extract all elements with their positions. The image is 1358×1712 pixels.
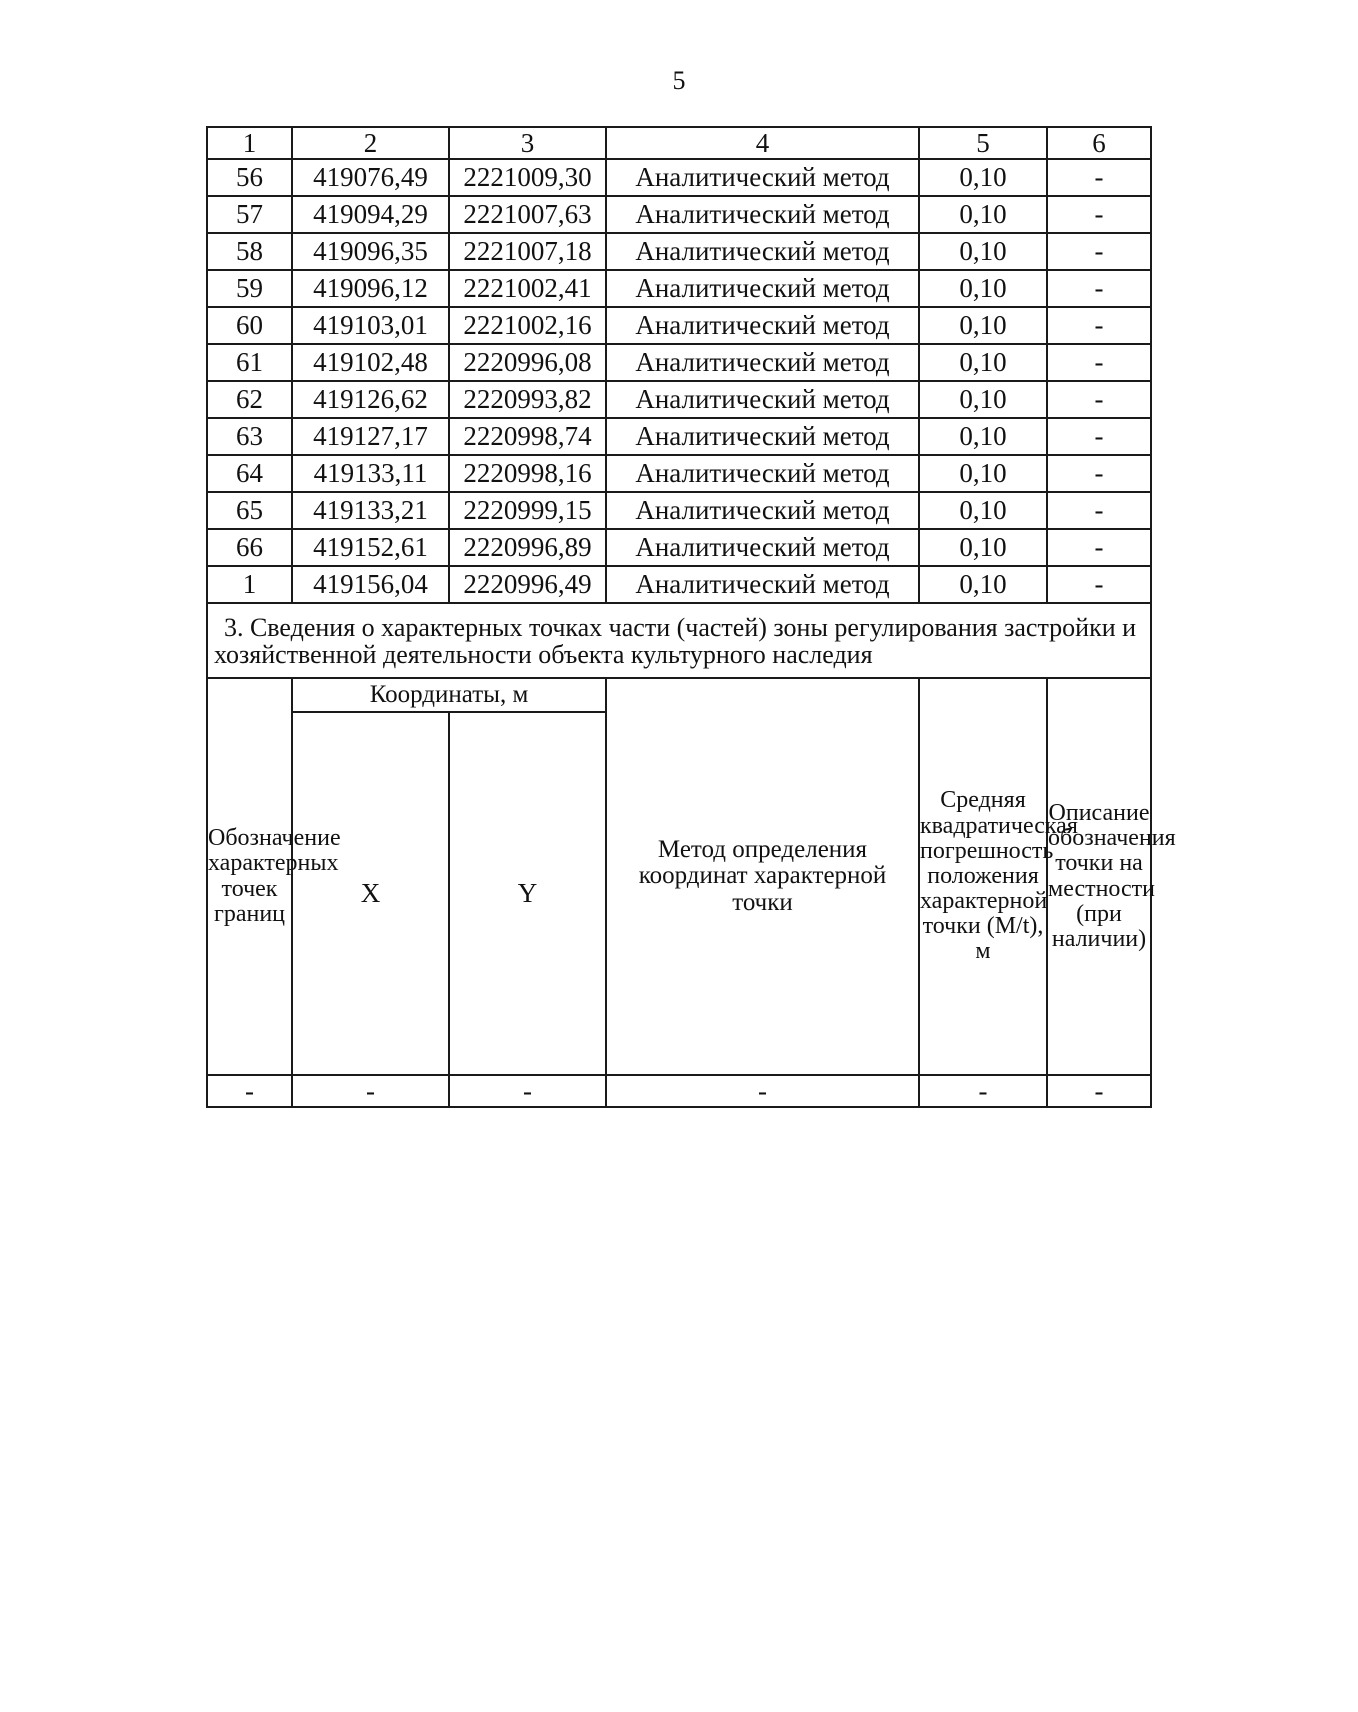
table-row <box>207 270 1151 307</box>
y-coordinate-cell: 2221009,30 <box>449 159 606 196</box>
point-cell: 66 <box>207 529 292 566</box>
description-cell: - <box>1047 344 1151 381</box>
method-cell: Аналитический метод <box>606 381 919 418</box>
error-cell: 0,10 <box>919 270 1047 307</box>
designation-header: Обозначение характерных точек границ <box>207 678 292 1075</box>
y-coordinate-cell: 2220999,15 <box>449 492 606 529</box>
empty-cell: - <box>207 1075 292 1107</box>
description-cell: - <box>1047 418 1151 455</box>
point-cell: 61 <box>207 344 292 381</box>
description-cell: - <box>1047 196 1151 233</box>
table-row <box>207 307 1151 344</box>
table-row <box>207 344 1151 381</box>
empty-cell: - <box>1047 1075 1151 1107</box>
table-row <box>207 233 1151 270</box>
x-coordinate-cell: 419127,17 <box>292 418 449 455</box>
section3-empty-row <box>207 1075 1151 1107</box>
description-cell: - <box>1047 307 1151 344</box>
section3-header-row-1 <box>207 678 1151 712</box>
description-cell: - <box>1047 566 1151 603</box>
point-cell: 65 <box>207 492 292 529</box>
error-cell: 0,10 <box>919 196 1047 233</box>
table-row <box>207 418 1151 455</box>
page-number: 5 <box>672 66 686 95</box>
table-row <box>207 455 1151 492</box>
description-cell: - <box>1047 233 1151 270</box>
error-cell: 0,10 <box>919 566 1047 603</box>
error-cell: 0,10 <box>919 455 1047 492</box>
error-cell: 0,10 <box>919 344 1047 381</box>
table-row <box>207 381 1151 418</box>
y-coordinate-cell: 2220993,82 <box>449 381 606 418</box>
x-coordinate-cell: 419102,48 <box>292 344 449 381</box>
error-cell: 0,10 <box>919 492 1047 529</box>
point-cell: 64 <box>207 455 292 492</box>
x-coordinate-cell: 419133,11 <box>292 455 449 492</box>
error-cell: 0,10 <box>919 307 1047 344</box>
description-cell: - <box>1047 529 1151 566</box>
point-cell: 59 <box>207 270 292 307</box>
coordinates-table-body <box>207 127 1151 159</box>
empty-cell: - <box>449 1075 606 1107</box>
y-coordinate-cell: 2220996,49 <box>449 566 606 603</box>
method-cell: Аналитический метод <box>606 455 919 492</box>
x-coordinate-cell: 419126,62 <box>292 381 449 418</box>
method-cell: Аналитический метод <box>606 418 919 455</box>
method-cell: Аналитический метод <box>606 159 919 196</box>
error-header: Средняя квадратическая погрешность положения характерной точки (M/t), м <box>919 678 1047 1075</box>
x-coordinate-cell: 419133,21 <box>292 492 449 529</box>
method-cell: Аналитический метод <box>606 196 919 233</box>
column-index-cell: 5 <box>919 127 1047 159</box>
method-cell: Аналитический метод <box>606 307 919 344</box>
method-cell: Аналитический метод <box>606 529 919 566</box>
point-cell: 1 <box>207 566 292 603</box>
error-cell: 0,10 <box>919 159 1047 196</box>
description-cell: - <box>1047 492 1151 529</box>
description-cell: - <box>1047 381 1151 418</box>
point-cell: 58 <box>207 233 292 270</box>
error-cell: 0,10 <box>919 418 1047 455</box>
table-row <box>207 159 1151 196</box>
section3-title: 3. Сведения о характерных точках части (частей) зоны регулирования застройки и хозяйственной деятельности объекта культурного наследия <box>207 603 1151 678</box>
method-cell: Аналитический метод <box>606 270 919 307</box>
y-coordinate-cell: 2220996,89 <box>449 529 606 566</box>
method-cell: Аналитический метод <box>606 344 919 381</box>
y-coordinate-cell: 2221002,16 <box>449 307 606 344</box>
column-index-cell: 3 <box>449 127 606 159</box>
section3-title-row <box>207 603 1151 678</box>
error-cell: 0,10 <box>919 529 1047 566</box>
empty-cell: - <box>292 1075 449 1107</box>
point-cell: 56 <box>207 159 292 196</box>
method-header: Метод определения координат характерной точки <box>606 678 919 1075</box>
description-cell: - <box>1047 159 1151 196</box>
y-coordinate-cell: 2220996,08 <box>449 344 606 381</box>
section3-body <box>207 603 1176 1107</box>
description-header: Описание обозначения точки на местности (при наличии) <box>1047 678 1151 1075</box>
x-coordinate-cell: 419096,12 <box>292 270 449 307</box>
y-header: Y <box>449 712 606 1075</box>
x-coordinate-cell: 419096,35 <box>292 233 449 270</box>
error-cell: 0,10 <box>919 381 1047 418</box>
coordinates-table <box>206 126 1176 1108</box>
table-row <box>207 566 1151 603</box>
column-index-cell: 1 <box>207 127 292 159</box>
x-coordinate-cell: 419094,29 <box>292 196 449 233</box>
x-coordinate-cell: 419103,01 <box>292 307 449 344</box>
description-cell: - <box>1047 455 1151 492</box>
table-row <box>207 196 1151 233</box>
coordinates-header: Координаты, м <box>292 678 606 712</box>
column-index-cell: 6 <box>1047 127 1151 159</box>
column-index-row <box>207 127 1151 159</box>
column-index-cell: 4 <box>606 127 919 159</box>
description-cell: - <box>1047 270 1151 307</box>
x-coordinate-cell: 419152,61 <box>292 529 449 566</box>
empty-cell: - <box>919 1075 1047 1107</box>
method-cell: Аналитический метод <box>606 233 919 270</box>
empty-cell: - <box>606 1075 919 1107</box>
table-row <box>207 529 1151 566</box>
data-rows <box>207 159 1151 603</box>
point-cell: 62 <box>207 381 292 418</box>
method-cell: Аналитический метод <box>606 492 919 529</box>
point-cell: 63 <box>207 418 292 455</box>
point-cell: 60 <box>207 307 292 344</box>
y-coordinate-cell: 2220998,74 <box>449 418 606 455</box>
table-row <box>207 492 1151 529</box>
y-coordinate-cell: 2221002,41 <box>449 270 606 307</box>
point-cell: 57 <box>207 196 292 233</box>
x-coordinate-cell: 419076,49 <box>292 159 449 196</box>
column-index-cell: 2 <box>292 127 449 159</box>
y-coordinate-cell: 2221007,63 <box>449 196 606 233</box>
x-coordinate-cell: 419156,04 <box>292 566 449 603</box>
x-header: X <box>292 712 449 1075</box>
method-cell: Аналитический метод <box>606 566 919 603</box>
y-coordinate-cell: 2221007,18 <box>449 233 606 270</box>
error-cell: 0,10 <box>919 233 1047 270</box>
y-coordinate-cell: 2220998,16 <box>449 455 606 492</box>
